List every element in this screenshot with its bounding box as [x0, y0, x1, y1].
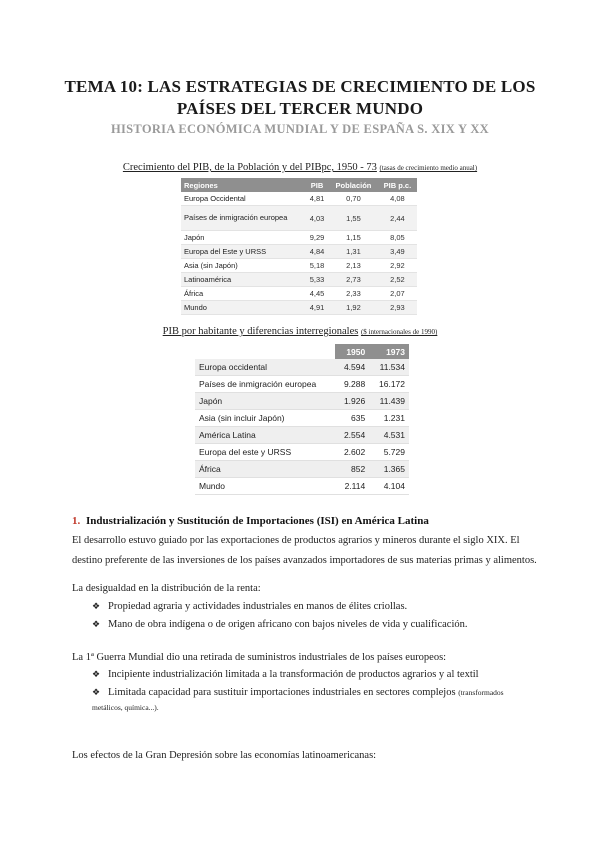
table-row	[195, 376, 409, 393]
table-cell: 4,91	[305, 301, 329, 315]
table-cell: Países de inmigración europea	[195, 376, 335, 393]
list-item	[92, 686, 542, 700]
document-title	[40, 76, 560, 120]
table2-caption	[40, 326, 560, 337]
table-cell: 2,92	[378, 259, 417, 273]
table-cell: 3,49	[378, 245, 417, 259]
table-row	[195, 444, 409, 461]
table-cell: 635	[335, 410, 369, 427]
table-cell: 9.288	[335, 376, 369, 393]
table-cell: América Latina	[195, 427, 335, 444]
bullet-text: Propiedad agraria y actividades industriales en manos de élites criollas.	[108, 601, 408, 612]
gdp-growth-table	[181, 178, 417, 315]
table-row	[181, 301, 417, 315]
table-cell: 852	[335, 461, 369, 478]
table1-caption-text: Crecimiento del PIB, de la Población y del PIBpc, 1950 - 73	[122, 162, 377, 173]
table1-caption	[40, 162, 560, 173]
table-cell: 4,08	[378, 192, 417, 206]
table-cell: 2,13	[329, 259, 378, 273]
bullet-note-continuation	[92, 701, 542, 715]
title-line-1: TEMA 10: LAS ESTRATEGIAS DE CRECIMIENTO DE LOS	[64, 77, 536, 96]
table-cell: 2.554	[335, 427, 369, 444]
table1-header-regiones: Regiones	[181, 178, 305, 192]
table-cell: Japón	[181, 231, 305, 245]
depression-paragraph: Los efectos de la Gran Depresión sobre las economías latinoamericanas:	[72, 750, 377, 761]
table1-header-row	[181, 178, 417, 192]
table-cell: 4.104	[369, 478, 409, 495]
section-heading-text: Industrialización y Sustitución de Importaciones (ISI) en América Latina	[86, 515, 429, 527]
table-cell: 1.926	[335, 393, 369, 410]
bullet-note-2: metálicos, química...).	[92, 703, 159, 712]
gdp-per-capita-table	[195, 344, 409, 495]
table-cell: 4,81	[305, 192, 329, 206]
table-cell: 4,03	[305, 206, 329, 231]
table-cell: 2.602	[335, 444, 369, 461]
table-cell: 2,52	[378, 273, 417, 287]
table-row	[181, 273, 417, 287]
table-cell: 4.531	[369, 427, 409, 444]
table-cell: Europa del Este y URSS	[181, 245, 305, 259]
table-cell: 4.594	[335, 359, 369, 376]
section-heading	[72, 515, 429, 527]
list-item	[92, 668, 542, 682]
table-row	[195, 359, 409, 376]
table-cell: 1.365	[369, 461, 409, 478]
document-subtitle: HISTORIA ECONÓMICA MUNDIAL Y DE ESPAÑA S. XIX Y XX	[110, 122, 489, 136]
table-cell: 1,31	[329, 245, 378, 259]
table-cell: Europa occidental	[195, 359, 335, 376]
table2-header-blank	[195, 344, 335, 359]
table-cell: 1.231	[369, 410, 409, 427]
table-row	[195, 478, 409, 495]
table2-header-1950: 1950	[335, 344, 369, 359]
table-cell: Asia (sin Japón)	[181, 259, 305, 273]
table-cell: 1,15	[329, 231, 378, 245]
table-cell: 0,70	[329, 192, 378, 206]
table2-header-row	[195, 344, 409, 359]
list-item	[92, 618, 542, 632]
table-row	[181, 231, 417, 245]
table-cell: Países de inmigración europea	[181, 206, 305, 231]
table-cell: Europa del este y URSS	[195, 444, 335, 461]
table1-header-pibpc: PIB p.c.	[378, 178, 417, 192]
table1-header-poblacion: Población	[329, 178, 378, 192]
table-cell: Japón	[195, 393, 335, 410]
bullet-text: Incipiente industrialización limitada a la transformación de productos agrarios y al textil	[108, 669, 479, 680]
table-cell: 9,29	[305, 231, 329, 245]
inequality-paragraph: La desigualdad en la distribución de la renta:	[72, 583, 261, 594]
ww1-paragraph: La 1ª Guerra Mundial dio una retirada de suministros industriales de los países europeos:	[72, 652, 447, 663]
table-cell: 11.439	[369, 393, 409, 410]
table-cell: 11.534	[369, 359, 409, 376]
table-cell: Latinoamérica	[181, 273, 305, 287]
table-cell: 2,73	[329, 273, 378, 287]
table-cell: 2,07	[378, 287, 417, 301]
list-item	[92, 600, 542, 614]
table-cell: 2,33	[329, 287, 378, 301]
table-cell: 8,05	[378, 231, 417, 245]
table-cell: 5,18	[305, 259, 329, 273]
diamond-bullet-icon: ❖	[92, 670, 101, 680]
title-line-2: PAÍSES DEL TERCER MUNDO	[176, 99, 424, 118]
intro-line-1: El desarrollo estuvo guiado por las exportaciones de productos agrarios y mineros durante el siglo XIX. El	[72, 535, 520, 546]
diamond-bullet-icon: ❖	[92, 688, 101, 698]
bullet-text: Limitada capacidad para sustituir importaciones industriales en sectores complejos	[108, 687, 456, 698]
intro-paragraph	[72, 531, 542, 571]
table-row	[195, 461, 409, 478]
bullet-text: Mano de obra indígena o de origen africano con bajos niveles de vida y cualificación.	[108, 619, 468, 630]
table1-header-pib: PIB	[305, 178, 329, 192]
table-cell: África	[181, 287, 305, 301]
intro-line-2: destino preferente de las inversiones de los países avanzados importadores de sus materias primas y alimentos.	[72, 555, 537, 566]
table-cell: 1,92	[329, 301, 378, 315]
table-row	[195, 393, 409, 410]
table-cell: 2.114	[335, 478, 369, 495]
table-cell: 4,84	[305, 245, 329, 259]
diamond-bullet-icon: ❖	[92, 602, 101, 612]
table-cell: 4,45	[305, 287, 329, 301]
table-row	[181, 245, 417, 259]
table-cell: 16.172	[369, 376, 409, 393]
table-row	[181, 192, 417, 206]
table-cell: Europa Occidental	[181, 192, 305, 206]
table-cell: 5,33	[305, 273, 329, 287]
table-row	[181, 259, 417, 273]
table-cell: Mundo	[181, 301, 305, 315]
table2-caption-text: PIB por habitante y diferencias interregionales	[162, 326, 359, 337]
table-row	[195, 410, 409, 427]
table-cell: Mundo	[195, 478, 335, 495]
diamond-bullet-icon: ❖	[92, 620, 101, 630]
table-row	[195, 427, 409, 444]
table-cell: 2,44	[378, 206, 417, 231]
table-cell: 2,93	[378, 301, 417, 315]
table-row	[181, 287, 417, 301]
section-number: 1.	[72, 515, 81, 527]
table-cell: 1,55	[329, 206, 378, 231]
table-cell: Asia (sin incluir Japón)	[195, 410, 335, 427]
table-cell: 5.729	[369, 444, 409, 461]
bullet-note: (transformados	[458, 688, 504, 697]
table1-caption-note: (tasas de crecimiento medio anual)	[379, 164, 478, 172]
table-cell: África	[195, 461, 335, 478]
table2-header-1973: 1973	[369, 344, 409, 359]
table2-caption-note: ($ internacionales de 1990)	[360, 328, 438, 336]
table-row	[181, 206, 417, 231]
